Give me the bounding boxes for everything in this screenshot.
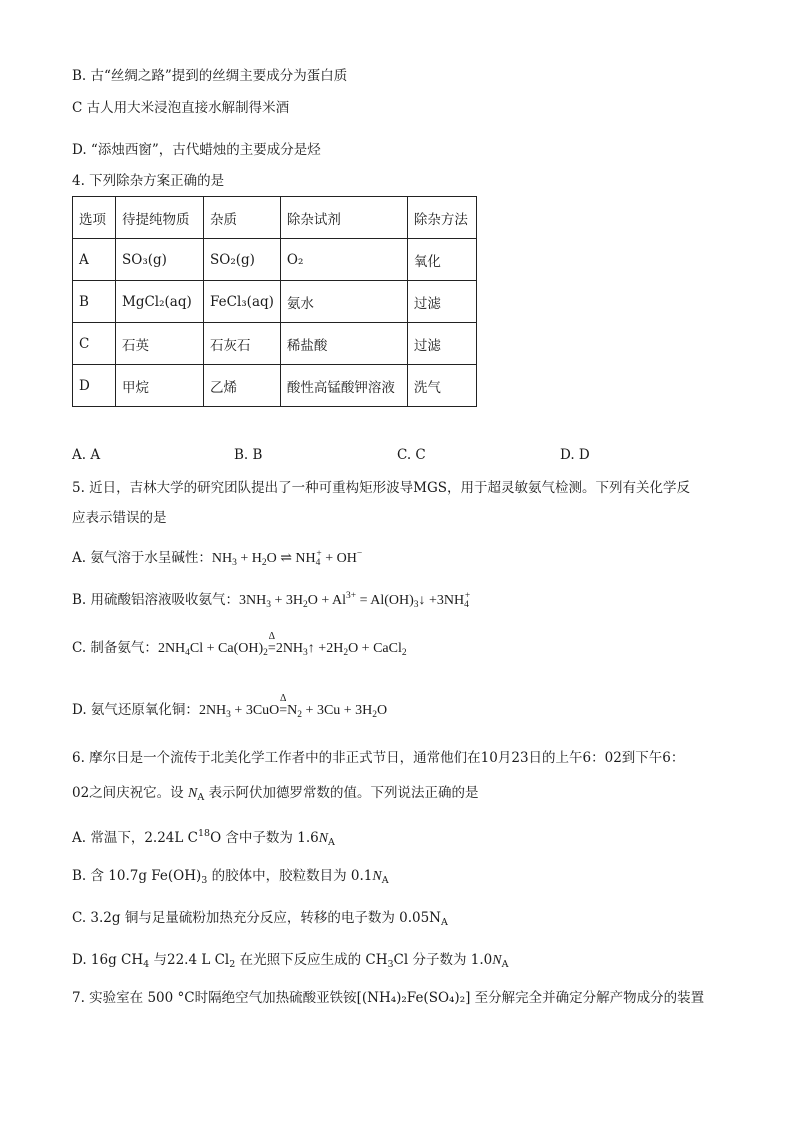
table-cell: 稀盐酸 — [280, 323, 407, 365]
q3-option-b: B. 古“丝绸之路”提到的丝绸主要成分为蛋白质 — [72, 68, 348, 84]
table-cell: 过滤 — [407, 281, 476, 323]
q5-option-a — [72, 544, 362, 573]
stem-text: 02之间庆祝它。设 — [72, 785, 184, 801]
q6-option-d: D. 16g $CH_4$ 与22.4 L $Cl_2$ 在光照下反应生成的 $CH_3Cl$ 分子数为 $1.0N_A$ — [72, 952, 509, 970]
table-cell: SO₃(g) — [116, 239, 204, 281]
table-cell: O₂ — [280, 239, 407, 281]
option-text: 与22.4 L Cl — [149, 952, 230, 968]
stem-text: 表示阿伏加德罗常数的值。下列说法正确的是 — [208, 785, 479, 801]
option-text: Cl 分子数为 1.0 — [393, 952, 493, 968]
equation-b: $3NH_3 + 3H_2O + Al^{3+}$ = $Al(OH)_3↓ +3NH_4^+$ — [239, 591, 471, 610]
q5-option-c — [72, 631, 407, 663]
table-cell: C — [73, 323, 116, 365]
table-cell: 石英 — [116, 323, 204, 365]
table-header-cell: 杂质 — [204, 197, 281, 239]
table-cell: MgCl₂(aq) — [116, 281, 204, 323]
table-cell: 氨水 — [280, 281, 407, 323]
table-cell: D — [73, 365, 116, 407]
table-header-cell: 待提纯物质 — [116, 197, 204, 239]
choice-b: B. B — [234, 447, 263, 463]
q5-option-b — [72, 586, 470, 615]
q4-stem: 4. 下列除杂方案正确的是 — [72, 173, 225, 189]
q6-option-b: B. 含 10.7g $Fe(OH)_3$ 的胶体中，胶粒数目为 $0.1N_A$ — [72, 868, 389, 886]
option-label: D. 氨气还原氧化铜： — [72, 702, 199, 718]
q6-option-a: A. 常温下，2.24L $C^{18}O$ 含中子数为 $1.6N_A$ — [72, 828, 335, 848]
q5-stem-line1: 5. 近日，吉林大学的研究团队提出了一种可重构矩形波导MGS，用于超灵敏氨气检测。下列有关化学反 — [72, 480, 691, 496]
table-cell: 过滤 — [407, 323, 476, 365]
table-cell: 石灰石 — [204, 323, 281, 365]
q4-table — [72, 196, 477, 407]
table-row — [73, 281, 477, 323]
option-text: B. 含 10.7g Fe(OH) — [72, 868, 202, 884]
q5-stem-line2: 应表示错误的是 — [72, 510, 167, 526]
table-cell: FeCl₃(aq) — [204, 281, 281, 323]
equation-c: $2NH_4Cl + Ca(OH)_2=$ Δ $2NH_3↑ +2H_2O$ + CaCl$_2$ — [157, 631, 407, 658]
table-cell: B — [73, 281, 116, 323]
table-header-cell: 除杂方法 — [407, 197, 476, 239]
q3-option-d: D. “添烛西窗”，古代蜡烛的主要成分是烃 — [72, 142, 321, 158]
table-cell: 乙烯 — [204, 365, 281, 407]
table-cell: 洗气 — [407, 365, 476, 407]
table-row — [73, 239, 477, 281]
equation-d: $2NH_3 + 3CuO=$ Δ $N_2 + 3Cu + 3H_2O$ — [198, 693, 388, 720]
option-text: C. 3.2g 铜与足量硫粉加热充分反应，转移的电子数为 0.05N — [72, 910, 441, 926]
table-header-cell: 选项 — [73, 197, 116, 239]
q6-stem-line2: 02之间庆祝它。设 $N_A$ 表示阿伏加德罗常数的值。下列说法正确的是 — [72, 785, 479, 803]
option-text: 在光照下反应生成的 CH — [235, 952, 388, 968]
option-text: D. 16g CH — [72, 952, 144, 968]
table-header-cell: 除杂试剂 — [280, 197, 407, 239]
q7-stem: 7. 实验室在 500 °C时隔绝空气加热硫酸亚铁铵[(NH₄)₂Fe(SO₄)₂] 至分解完全并确定分解产物成分的装置 — [72, 990, 705, 1006]
equation-a: $NH_3 + H_2O$ ⇌ $NH_4^+ + OH^-$ — [211, 549, 363, 568]
table-row — [73, 365, 477, 407]
table-cell: 甲烷 — [116, 365, 204, 407]
option-text: A. 常温下，2.24L C — [72, 830, 198, 846]
option-label: A. 氨气溶于水呈碱性： — [72, 550, 212, 566]
option-label: C. 制备氨气： — [72, 640, 158, 656]
q6-option-c: C. 3.2g 铜与足量硫粉加热充分反应，转移的电子数为 $0.05N_A$ — [72, 910, 448, 928]
table-cell: 酸性高锰酸钾溶液 — [280, 365, 407, 407]
choice-a: A. A — [72, 447, 101, 463]
q5-option-d — [72, 693, 388, 725]
choice-c: C. C — [397, 447, 426, 463]
q6-stem-line1: 6. 摩尔日是一个流传于北美化学工作者中的非正式节日，通常他们在10月23日的上午6：02到下午6： — [72, 750, 685, 766]
option-label: B. 用硫酸铝溶液吸收氨气： — [72, 592, 240, 608]
table-cell: 氧化 — [407, 239, 476, 281]
choice-d: D. D — [560, 447, 590, 463]
option-text: O 含中子数为 1.6 — [210, 830, 319, 846]
table-cell: A — [73, 239, 116, 281]
q3-option-c: C 古人用大米浸泡直接水解制得米酒 — [72, 100, 290, 116]
table-cell: SO₂(g) — [204, 239, 281, 281]
option-text: 的胶体中，胶粒数目为 0.1 — [207, 868, 373, 884]
table-row — [73, 323, 477, 365]
table-header-row — [73, 197, 477, 239]
